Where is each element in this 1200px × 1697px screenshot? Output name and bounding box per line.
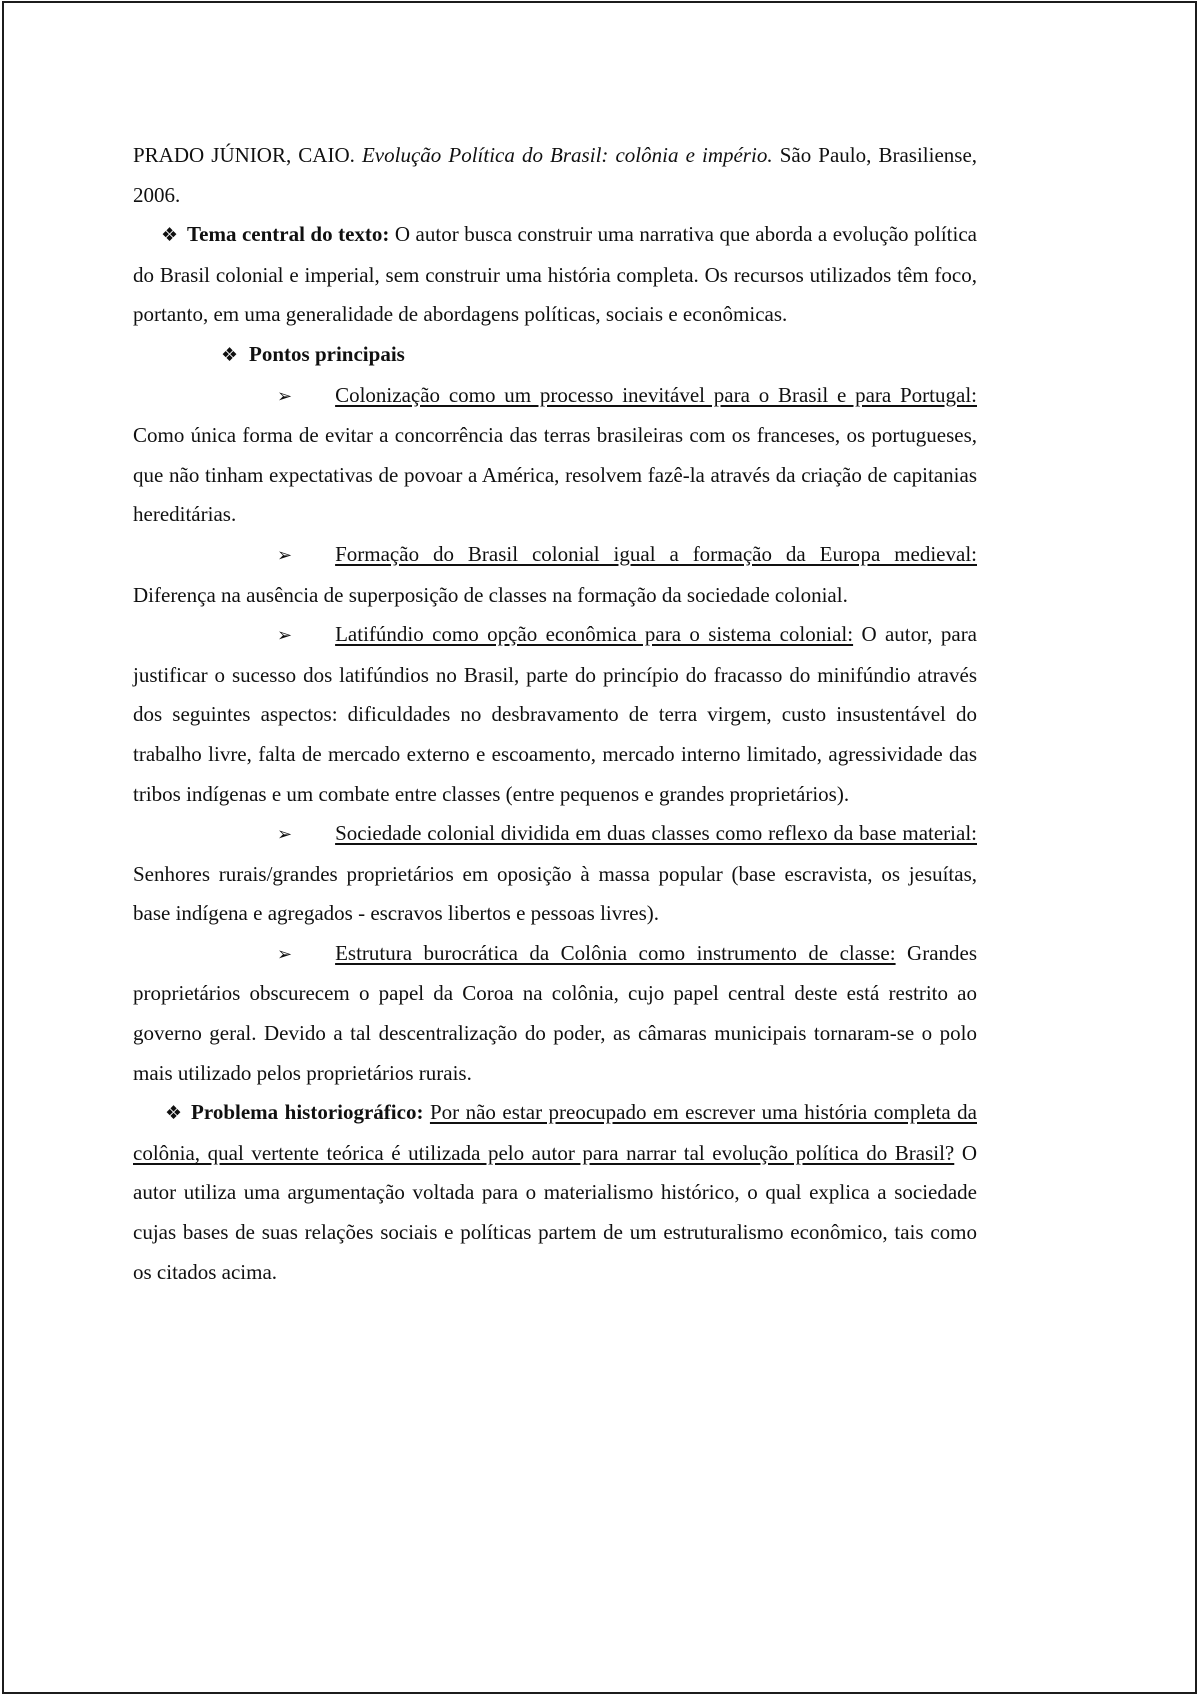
tema-central-text: O autor busca construir uma narrativa que aborda a evolução política do Brasil colonial e imperial, sem construir uma história completa. Os recursos utilizados têm foco, portanto, em uma generalidade de abordagens políticas, sociais e econômicas. — [133, 222, 977, 327]
tema-central-label: Tema central do texto: — [187, 222, 390, 247]
citation-book-title: Evolução Política do Brasil: colônia e império. — [361, 143, 773, 167]
problema-historiografico-paragraph — [133, 1093, 977, 1292]
diamond-bullet-icon: ❖ — [221, 343, 239, 366]
problema-question: Por não estar preocupado em escrever uma história completa da colônia, qual vertente teórica é utilizada pelo autor para narrar tal evolução política do Brasil? — [133, 1100, 977, 1165]
problema-answer: O autor utiliza uma argumentação voltada para o materialismo histórico, o qual explica a sociedade cujas bases de suas relações sociais e políticas partem de um estruturalismo econômico, tais como os citados acima. — [133, 1140, 977, 1284]
problema-label: Problema historiográfico: — [191, 1100, 424, 1125]
point-heading: Colonização como um processo inevitável para o Brasil e para Portugal: — [335, 382, 977, 407]
point-sociedade-paragraph — [133, 814, 977, 934]
pontos-principais-label: Pontos principais — [249, 341, 405, 366]
arrow-bullet-icon: ➢ — [277, 544, 293, 566]
point-heading: Formação do Brasil colonial igual a formação da Europa medieval: — [335, 541, 977, 566]
point-latifundio-paragraph — [133, 615, 977, 814]
tema-central-paragraph — [133, 215, 977, 335]
point-heading: Estrutura burocrática da Colônia como instrumento de classe: — [335, 940, 896, 965]
arrow-bullet-icon: ➢ — [277, 625, 293, 647]
citation-paragraph — [133, 136, 977, 215]
document-body — [133, 136, 977, 1292]
point-text: Como única forma de evitar a concorrência das terras brasileiras com os franceses, os portugueses, que não tinham expectativas de povoar a América, resolvem fazê-la através da criação de capitanias hereditárias. — [133, 423, 977, 527]
diamond-bullet-icon: ❖ — [165, 1102, 183, 1125]
point-heading: Sociedade colonial dividida em duas classes como reflexo da base material: — [335, 821, 977, 846]
arrow-bullet-icon: ➢ — [277, 943, 293, 965]
citation-publisher: São Paulo, Brasiliense, 2006. — [133, 143, 978, 207]
point-estrutura-paragraph — [133, 934, 977, 1093]
point-formacao-paragraph — [133, 535, 977, 615]
point-colonizacao-paragraph — [133, 376, 977, 535]
pontos-principais-heading — [133, 335, 977, 376]
point-text: Diferença na ausência de superposição de classes na formação da sociedade colonial. — [133, 582, 848, 607]
point-text: Senhores rurais/grandes proprietários em oposição à massa popular (base escravista, os jesuítas, base indígena e agregados - escravos libertos e pessoas livres). — [133, 861, 977, 926]
citation-author: PRADO JÚNIOR, CAIO. — [133, 143, 355, 167]
arrow-bullet-icon: ➢ — [277, 385, 293, 407]
diamond-bullet-icon: ❖ — [161, 224, 179, 247]
point-heading: Latifúndio como opção econômica para o sistema colonial: — [335, 622, 854, 647]
arrow-bullet-icon: ➢ — [277, 824, 293, 846]
point-text: O autor, para justificar o sucesso dos latifúndios no Brasil, parte do princípio do fracasso do minifúndio através dos seguintes aspectos: dificuldades no desbravamento de terra virgem, custo insustentável do trabalho livre, falta de mercado externo e escoamento, mercado interno limitado, agressividade das tribos indígenas e um combate entre classes (entre pequenos e grandes proprietários). — [133, 622, 978, 806]
point-text: Grandes proprietários obscurecem o papel da Coroa na colônia, cujo papel central deste está restrito ao governo geral. Devido a tal descentralização do poder, as câmaras municipais tornaram-se o polo mais utilizado pelos proprietários rurais. — [133, 940, 978, 1085]
